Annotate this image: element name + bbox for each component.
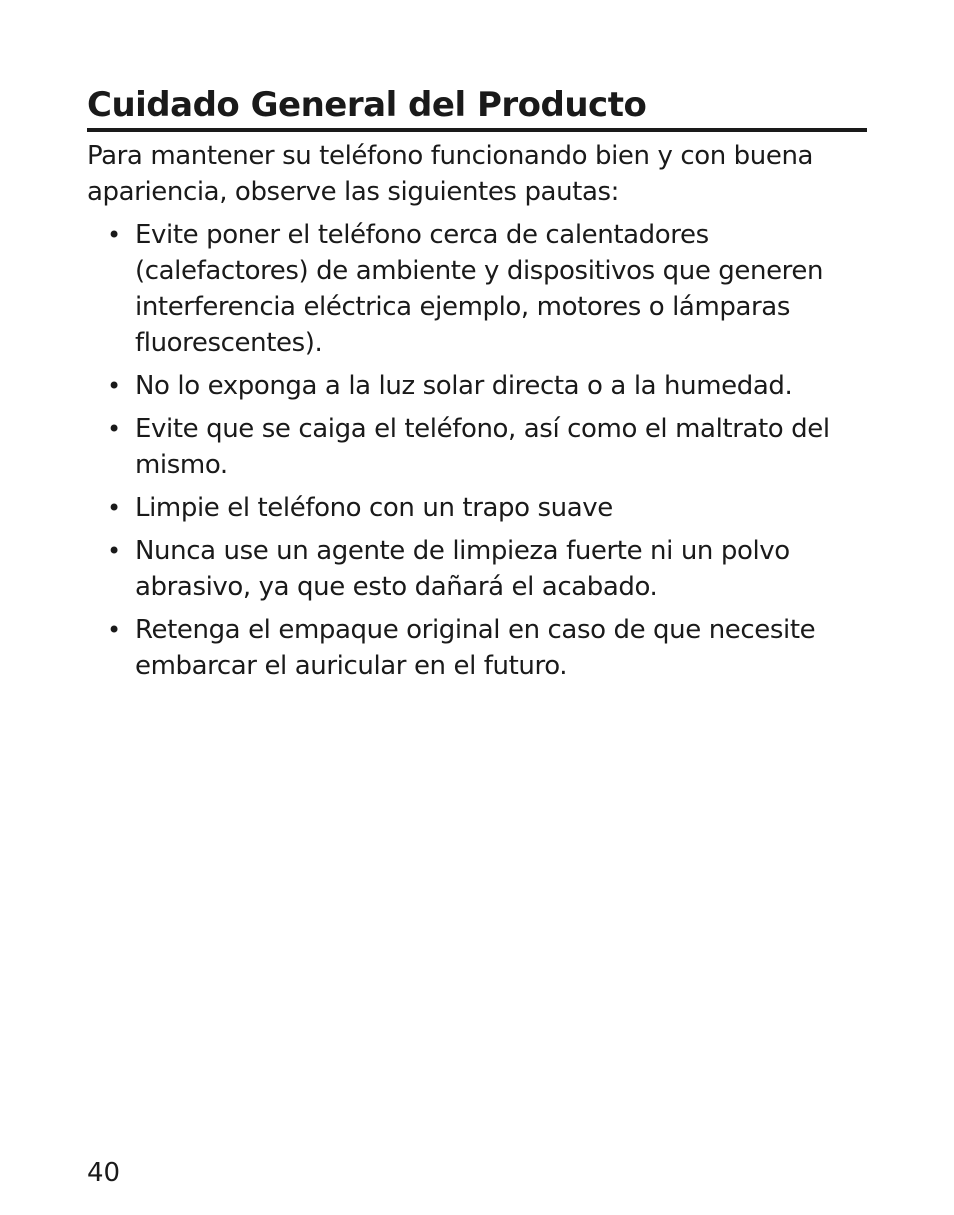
care-guidelines-list (107, 217, 867, 691)
list-item (107, 533, 867, 605)
page-number: 40 (87, 1158, 121, 1188)
list-item-text: Limpie el teléfono con un trapo suave (135, 493, 613, 523)
list-item-text: Evite poner el teléfono cerca de calentadores (calefactores) de ambiente y dispositivos que generen interferencia eléctrica ejemplo, motores o lámparas fluorescentes). (135, 220, 824, 358)
list-item-text: Evite que se caiga el teléfono, así como el maltrato del mismo. (135, 414, 830, 480)
list-item (107, 490, 867, 526)
intro-paragraph: Para mantener su teléfono funcionando bien y con buena apariencia, observe las siguientes pautas: (87, 141, 814, 207)
list-item (107, 411, 867, 483)
bullet-icon: • (107, 537, 121, 565)
list-item (107, 368, 867, 404)
section-heading-rule (87, 82, 867, 132)
bullet-icon: • (107, 221, 121, 249)
list-item-text: Nunca use un agente de limpieza fuerte ni un polvo abrasivo, ya que esto dañará el acabado. (135, 536, 790, 602)
list-item-text: No lo exponga a la luz solar directa o a la humedad. (135, 371, 793, 401)
list-item (107, 612, 867, 684)
bullet-icon: • (107, 372, 121, 400)
bullet-icon: • (107, 415, 121, 443)
list-item-text: Retenga el empaque original en caso de que necesite embarcar el auricular en el futuro. (135, 615, 816, 681)
section-heading: Cuidado General del Producto (87, 85, 647, 125)
list-item (107, 217, 867, 361)
bullet-icon: • (107, 616, 121, 644)
bullet-icon: • (107, 494, 121, 522)
